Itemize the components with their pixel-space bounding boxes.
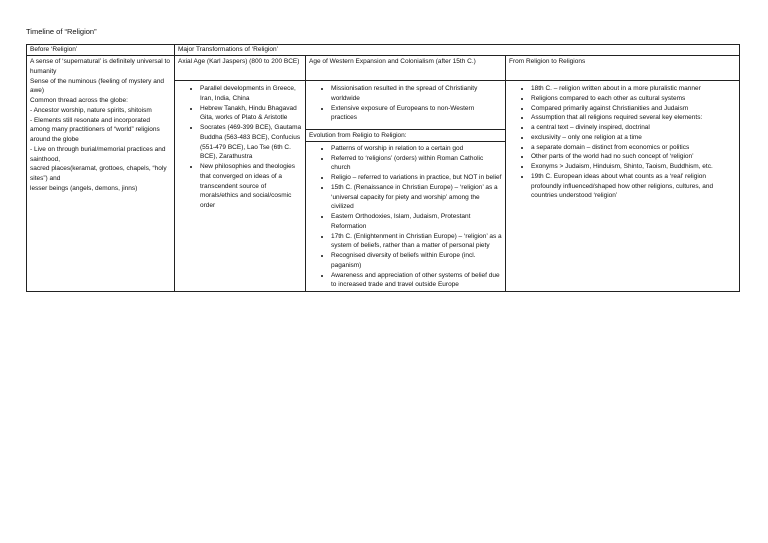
before-line: - Live on through burial/memorial practices and sainthood, xyxy=(30,145,166,163)
heading-row xyxy=(27,56,740,81)
axial-list xyxy=(178,84,302,211)
axial-cell xyxy=(175,81,306,292)
list-item: • 15th C. (Renaissance in Christian Europe) – ‘religion’ as a ‘universal capacity for piety and worship’ among the civilized xyxy=(331,183,502,212)
list-item: • Parallel developments in Greece, Iran, India, China xyxy=(200,84,302,104)
list-item: • Religio – referred to variations in practice, but NOT in belief xyxy=(331,173,502,183)
axial-heading: Axial Age (Karl Jaspers) (800 to 200 BCE) xyxy=(175,56,306,81)
evolution-list xyxy=(309,144,502,290)
evolution-heading: Evolution from Religio to Religion: xyxy=(306,131,505,142)
from-heading: From Religion to Religions xyxy=(506,56,740,81)
list-item: • Hebrew Tanakh, Hindu Bhagavad Gita, works of Plato & Aristotle xyxy=(200,104,302,124)
before-line: Sense of the numinous (feeling of mystery and awe) xyxy=(30,77,165,95)
list-item: • 18th C. – religion written about in a more pluralistic manner xyxy=(531,84,736,94)
list-item: • Patterns of worship in relation to a certain god xyxy=(331,144,502,154)
list-item: • Recognised diversity of beliefs within Europe (incl. paganism) xyxy=(331,251,502,271)
list-item: • 19th C. European ideas about what counts as a ‘real’ religion profoundly influenced/shaped how other religions, cultures, and countries understood ‘religion’ xyxy=(531,172,736,201)
from-list xyxy=(509,84,736,201)
before-line: - Ancestor worship, nature spirits, shitoism xyxy=(30,106,152,114)
western-cell xyxy=(306,81,506,292)
before-line: A sense of ‘supernatural’ is definitely universal to humanity xyxy=(30,58,170,75)
list-item: • Religions compared to each other as cultural systems xyxy=(531,94,736,104)
list-item: • Assumption that all religions required several key elements: xyxy=(531,113,736,123)
header-major: Major Transformations of ‘Religion’ xyxy=(175,45,740,56)
evolution-section xyxy=(306,129,505,290)
list-item: • a central text – divinely inspired, doctrinal xyxy=(531,123,736,133)
list-item: • Extensive exposure of Europeans to non-Western practices xyxy=(331,104,502,124)
before-line: lesser beings (angels, demons, jinns) xyxy=(30,184,138,192)
list-item: • Referred to ‘religions’ (orders) within Roman Catholic church xyxy=(331,154,502,174)
list-item: • Compared primarily against Christianities and Judaism xyxy=(531,104,736,114)
header-before: Before ‘Religion’ xyxy=(27,45,175,56)
from-cell xyxy=(506,81,740,292)
list-item: • a separate domain – distinct from economics or politics xyxy=(531,143,736,153)
list-item: • Other parts of the world had no such concept of ‘religion’ xyxy=(531,152,736,162)
list-item: • 17th C. (Enlightenment in Christian Europe) – ‘religion’ as a system of beliefs, rather than a matter of personal piety xyxy=(331,232,502,252)
timeline-table xyxy=(26,44,740,292)
list-item: • Missionisation resulted in the spread of Christianity worldwide xyxy=(331,84,502,104)
list-item: • Socrates (469-399 BCE), Gautama Buddha (563-483 BCE), Confucius (551-479 BCE), Lao Tse (6th C. BCE), Zarathustra xyxy=(200,123,302,162)
before-line: - Elements still resonate and incorporated among many practitioners of “world” religions around the globe xyxy=(30,116,160,143)
list-item: • Exonyms > Judaism, Hinduism, Shinto, Taoism, Buddhism, etc. xyxy=(531,162,736,172)
before-line: sacred places(keramat, grottoes, chapels, “holy sites”) and xyxy=(30,165,167,182)
western-list xyxy=(309,84,502,123)
document-title: Timeline of “Religion” xyxy=(26,27,97,36)
header-row xyxy=(27,45,740,56)
list-item: • New philosophies and theologies that converged on ideas of a transcendent source of morals/ethics and social/cosmic order xyxy=(200,162,302,211)
western-heading: Age of Western Expansion and Colonialism (after 15th C.) xyxy=(306,56,506,81)
before-line: Common thread across the globe: xyxy=(30,97,128,104)
list-item: • Eastern Orthodoxies, Islam, Judaism, Protestant Reformation xyxy=(331,212,502,232)
before-cell xyxy=(27,56,175,292)
list-item: • exclusivity – only one religion at a time xyxy=(531,133,736,143)
list-item: • Awareness and appreciation of other systems of belief due to increased trade and travel outside Europe xyxy=(331,271,502,291)
